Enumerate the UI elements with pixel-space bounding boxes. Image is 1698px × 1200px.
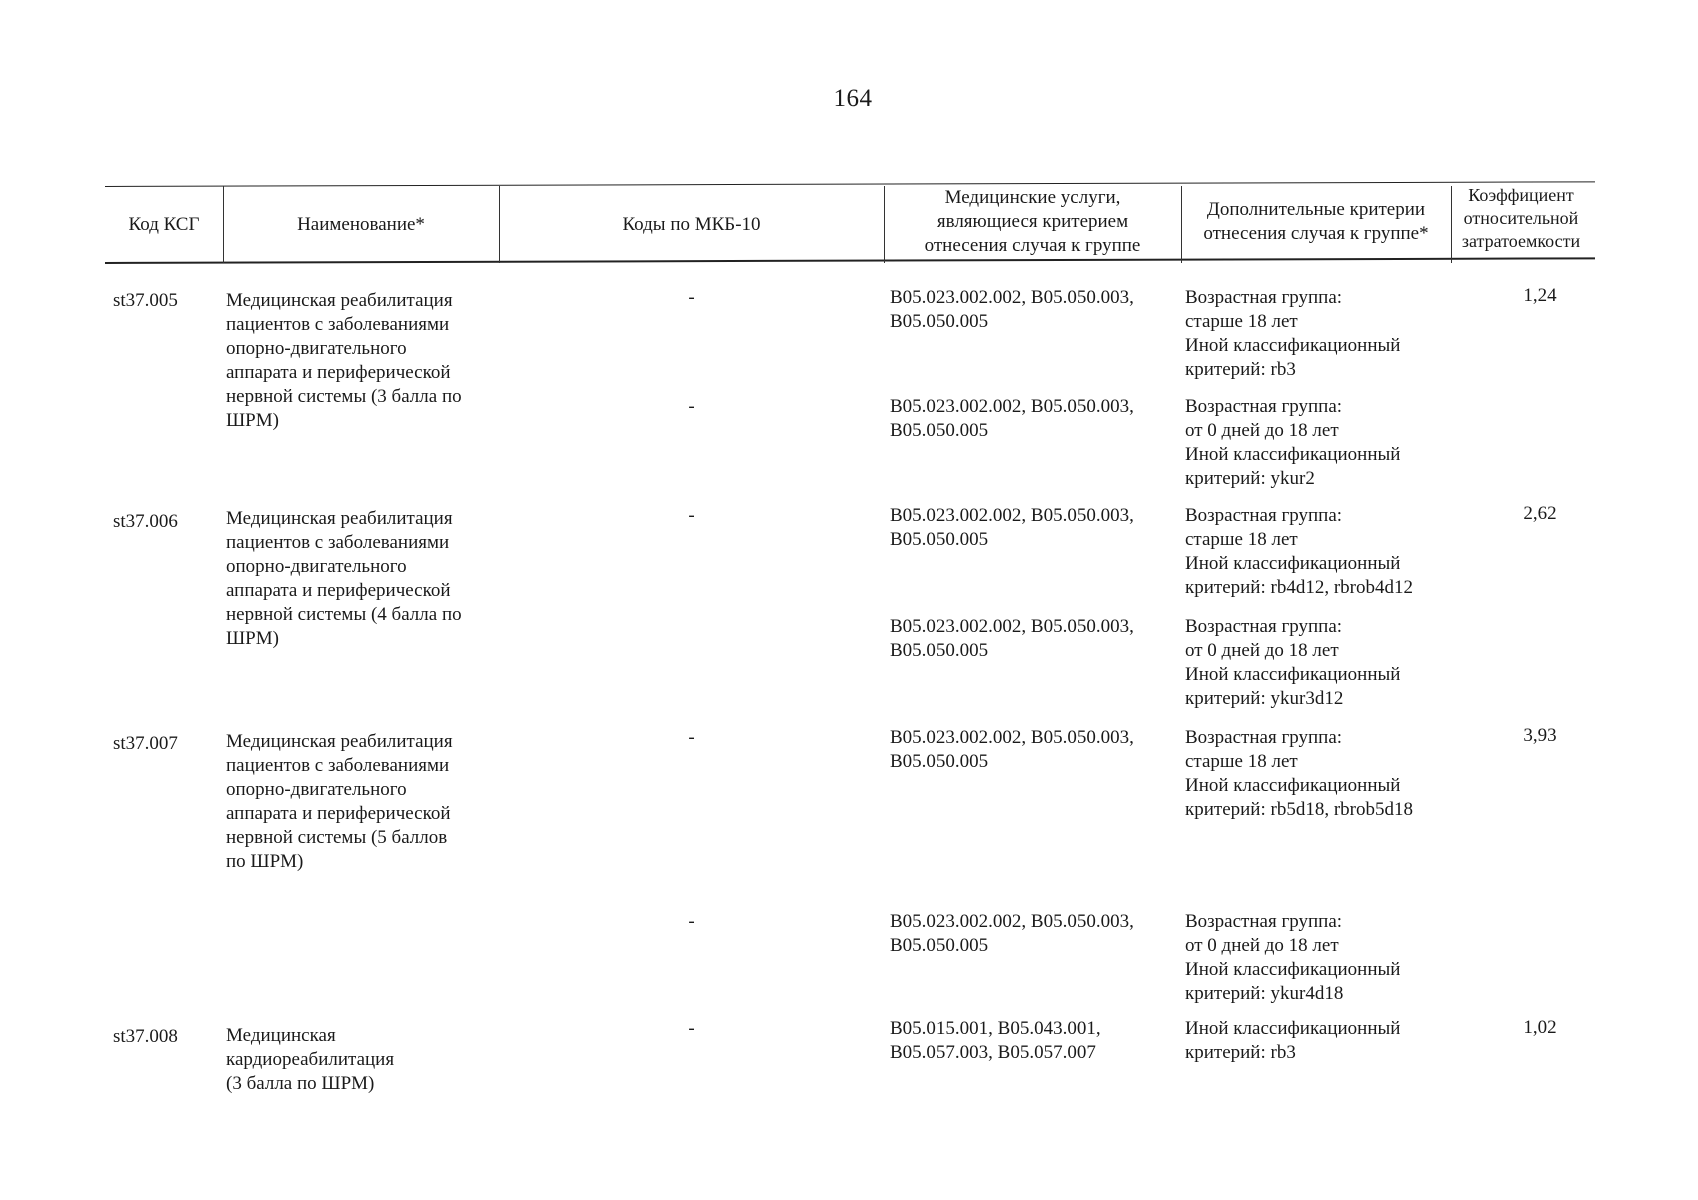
mkb-codes: -: [688, 1018, 695, 1039]
name-line: опорно-двигательного: [226, 556, 407, 577]
header-services: [884, 182, 1181, 262]
table-header: [105, 174, 1595, 264]
criteria: [1185, 615, 1445, 711]
mkb-codes: -: [688, 396, 695, 417]
header-criteria: [1181, 182, 1451, 262]
coefficient: 1,24: [1523, 285, 1557, 306]
name-line: нервной системы (5 баллов: [226, 827, 448, 848]
criteria-line: критерий: ykur2: [1185, 468, 1315, 489]
criteria-line: Иной классификационный: [1185, 553, 1401, 574]
header-services-line: являющиеся критерием: [936, 211, 1129, 232]
name-line: аппарата и периферической: [226, 580, 451, 601]
name-line: нервной системы (4 балла по: [226, 604, 462, 625]
services-line: B05.023.002.002, B05.050.003,: [890, 505, 1134, 526]
header-services-line: Медицинские услуги,: [944, 187, 1121, 208]
criteria-line: от 0 дней до 18 лет: [1185, 935, 1339, 956]
coefficient: 3,93: [1523, 725, 1557, 746]
header-criteria-line: Дополнительные критерии: [1206, 199, 1426, 220]
mkb-codes: -: [688, 287, 695, 308]
services-line: B05.050.005: [890, 640, 989, 661]
criteria-line: критерий: rb4d12, rbrob4d12: [1185, 577, 1413, 598]
services-line: B05.023.002.002, B05.050.003,: [890, 616, 1134, 637]
header-coefficient: [1451, 176, 1591, 260]
name-line: Медицинская реабилитация: [226, 731, 453, 752]
header-services-line: отнесения случая к группе: [924, 235, 1141, 256]
criteria: [1185, 504, 1445, 600]
criteria-line: Иной классификационный: [1185, 775, 1401, 796]
name-line: нервной системы (3 балла по: [226, 386, 462, 407]
name-line: опорно-двигательного: [226, 338, 407, 359]
ksg-name: [226, 730, 496, 874]
header-name: Наименование*: [297, 213, 425, 235]
ksg-name: [226, 289, 496, 433]
services: [890, 395, 1180, 443]
services-line: B05.050.005: [890, 529, 989, 550]
mkb-codes: -: [688, 505, 695, 526]
ksg-code: st37.007: [113, 733, 178, 754]
services-line: B05.050.005: [890, 751, 989, 772]
services-line: B05.023.002.002, B05.050.003,: [890, 287, 1134, 308]
ksg-name: [226, 1024, 496, 1096]
services-line: B05.050.005: [890, 935, 989, 956]
services: [890, 1017, 1180, 1065]
criteria-line: Иной классификационный: [1185, 335, 1401, 356]
criteria-line: Возрастная группа:: [1185, 616, 1343, 637]
criteria-line: Возрастная группа:: [1185, 287, 1343, 308]
services: [890, 910, 1180, 958]
page-number: 164: [833, 85, 873, 112]
header-coefficient-line: Коэффициент: [1468, 184, 1574, 205]
criteria: [1185, 1017, 1445, 1065]
header-mkb: Коды по МКБ-10: [622, 213, 761, 235]
name-line: кардиореабилитация: [226, 1049, 395, 1070]
criteria-line: от 0 дней до 18 лет: [1185, 640, 1339, 661]
name-line: Медицинская: [226, 1025, 336, 1046]
services: [890, 726, 1180, 774]
services-line: B05.023.002.002, B05.050.003,: [890, 911, 1134, 932]
services-line: B05.023.002.002, B05.050.003,: [890, 727, 1134, 748]
criteria-line: критерий: rb5d18, rbrob5d18: [1185, 799, 1413, 820]
name-line: опорно-двигательного: [226, 779, 407, 800]
name-line: пациентов с заболеваниями: [226, 755, 450, 776]
criteria-line: Возрастная группа:: [1185, 505, 1343, 526]
mkb-codes: -: [688, 911, 695, 932]
name-line: аппарата и периферической: [226, 362, 451, 383]
name-line: пациентов с заболеваниями: [226, 532, 450, 553]
services-line: B05.057.003, B05.057.007: [890, 1042, 1096, 1063]
name-line: по ШРМ): [226, 851, 304, 872]
name-line: аппарата и периферической: [226, 803, 451, 824]
criteria: [1185, 726, 1445, 822]
services-line: B05.023.002.002, B05.050.003,: [890, 396, 1134, 417]
services-line: B05.050.005: [890, 311, 989, 332]
criteria-line: старше 18 лет: [1185, 529, 1298, 550]
services-line: B05.050.005: [890, 420, 989, 441]
criteria-line: критерий: rb3: [1185, 359, 1296, 380]
criteria-line: Иной классификационный: [1185, 444, 1401, 465]
criteria: [1185, 910, 1445, 1006]
criteria-line: Иной классификационный: [1185, 959, 1401, 980]
services: [890, 504, 1180, 552]
criteria-line: Возрастная группа:: [1185, 727, 1343, 748]
criteria-line: от 0 дней до 18 лет: [1185, 420, 1339, 441]
criteria-line: критерий: ykur3d12: [1185, 688, 1344, 709]
name-line: Медицинская реабилитация: [226, 290, 453, 311]
ksg-name: [226, 507, 496, 651]
criteria-line: критерий: ykur4d18: [1185, 983, 1344, 1004]
ksg-code: st37.005: [113, 290, 178, 311]
header-criteria-line: отнесения случая к группе*: [1203, 223, 1429, 244]
ksg-code: st37.006: [113, 511, 178, 532]
header-coefficient-line: относительной: [1463, 207, 1579, 228]
name-line: пациентов с заболеваниями: [226, 314, 450, 335]
services: [890, 286, 1180, 334]
criteria-line: старше 18 лет: [1185, 751, 1298, 772]
name-line: (3 балла по ШРМ): [226, 1073, 375, 1094]
ksg-code: st37.008: [113, 1026, 178, 1047]
criteria: [1185, 395, 1445, 491]
criteria-line: Возрастная группа:: [1185, 911, 1343, 932]
criteria: [1185, 286, 1445, 382]
criteria-line: старше 18 лет: [1185, 311, 1298, 332]
name-line: Медицинская реабилитация: [226, 508, 453, 529]
coefficient: 1,02: [1523, 1017, 1557, 1038]
services: [890, 615, 1180, 663]
services-line: B05.015.001, B05.043.001,: [890, 1018, 1101, 1039]
coefficient: 2,62: [1523, 503, 1557, 524]
name-line: ШРМ): [226, 628, 279, 649]
mkb-codes: -: [688, 727, 695, 748]
name-line: ШРМ): [226, 410, 279, 431]
criteria-line: Иной классификационный: [1185, 664, 1401, 685]
criteria-line: Возрастная группа:: [1185, 396, 1343, 417]
header-code: Код КСГ: [128, 213, 200, 235]
criteria-line: Иной классификационный: [1185, 1018, 1401, 1039]
criteria-line: критерий: rb3: [1185, 1042, 1296, 1063]
header-coefficient-line: затратоемкости: [1461, 230, 1581, 251]
